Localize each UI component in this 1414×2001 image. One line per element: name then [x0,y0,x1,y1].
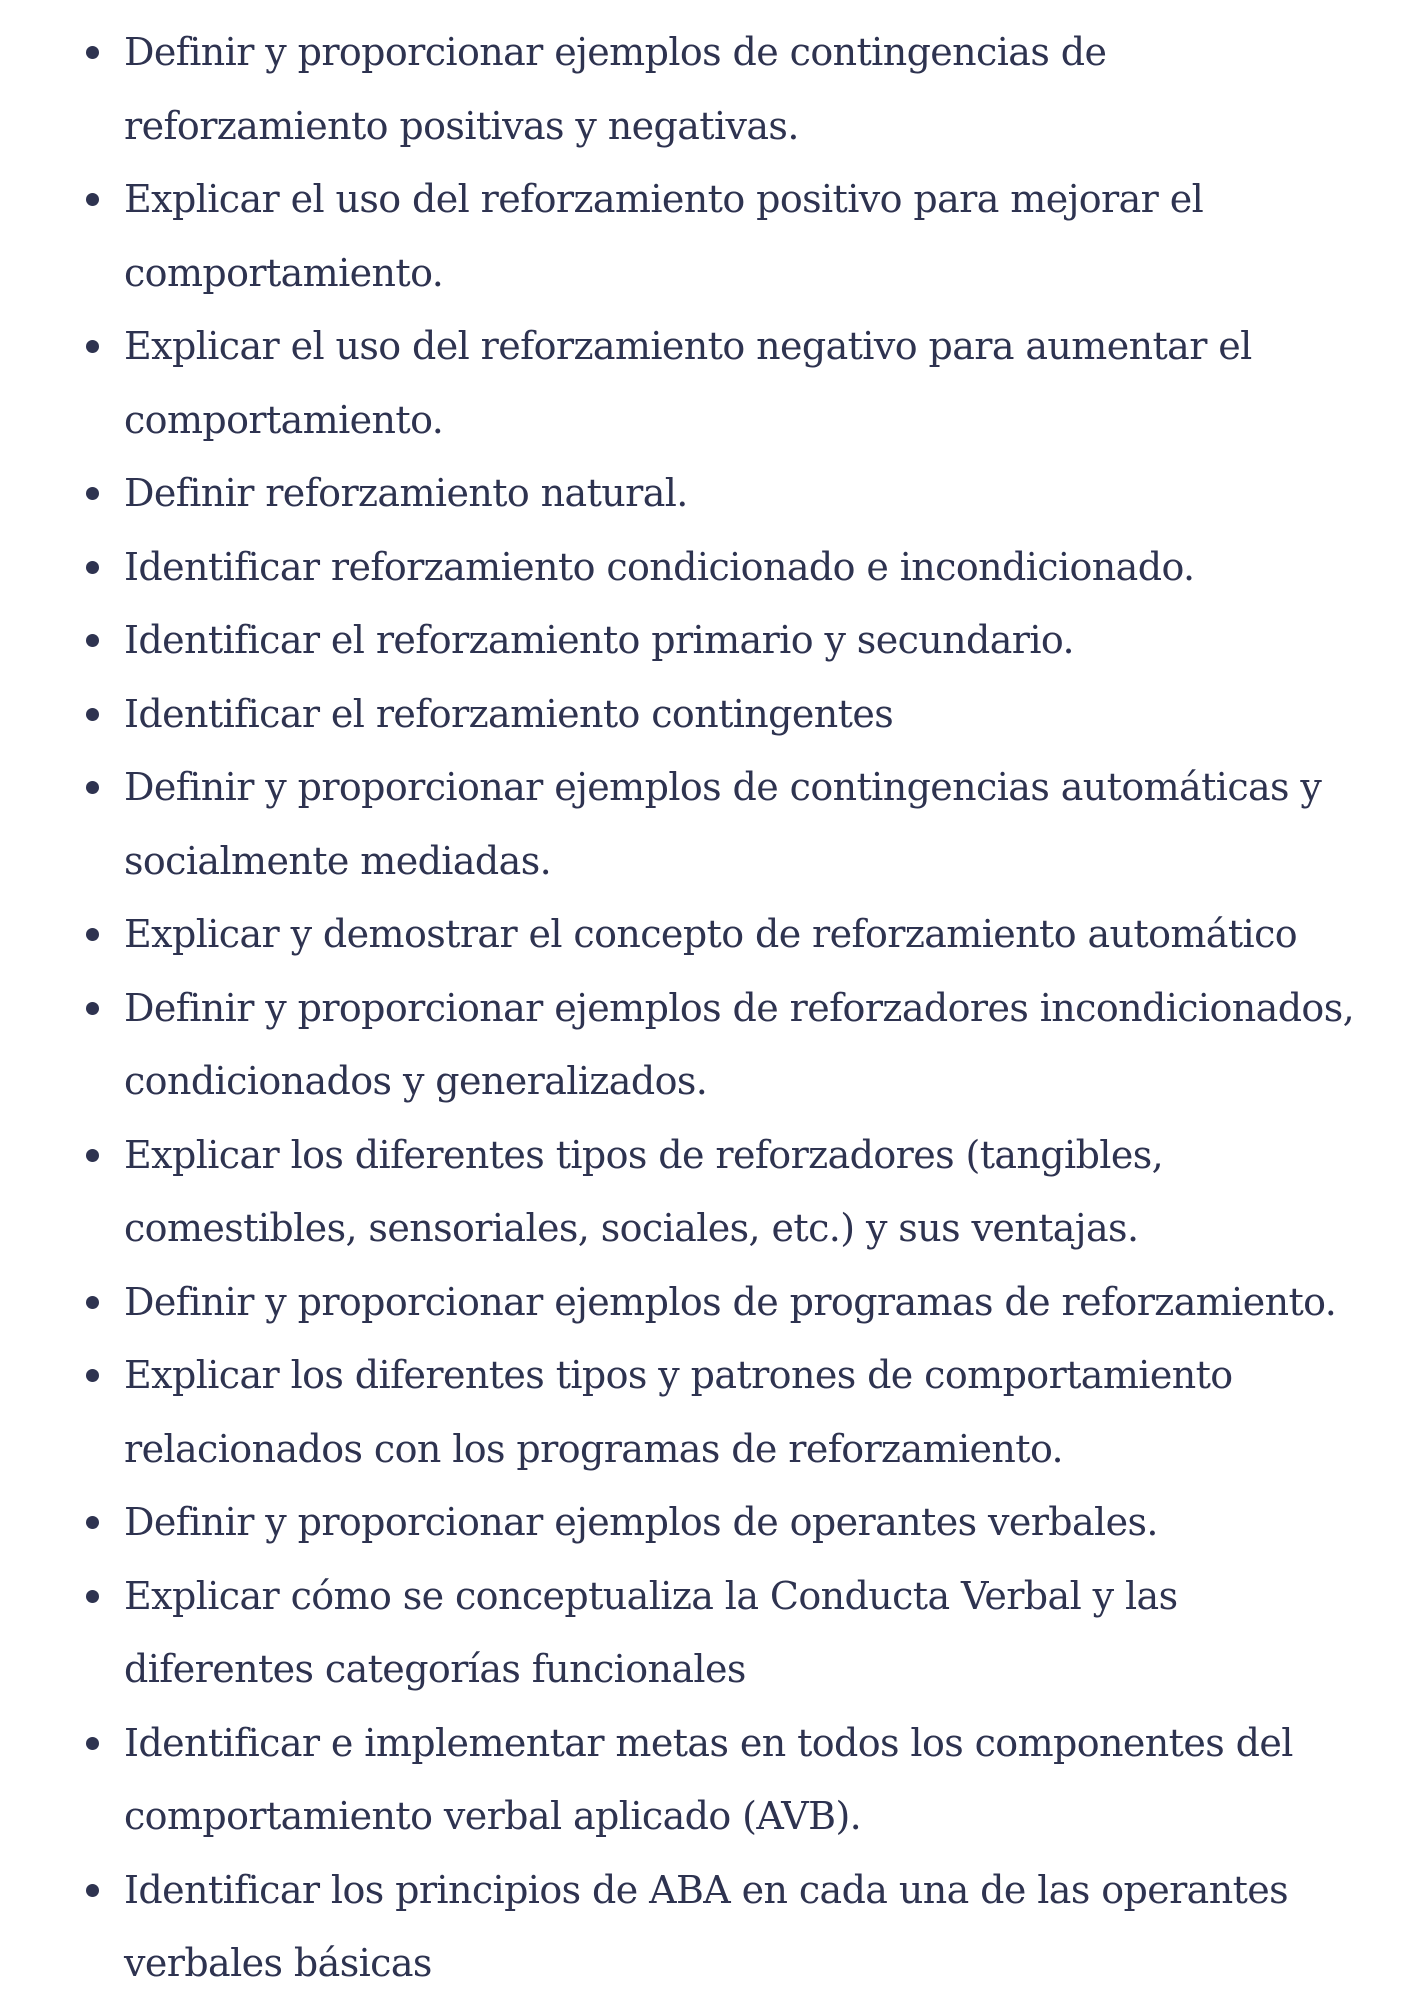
bullet-icon [86,928,99,941]
list-item-text: Definir y proporcionar ejemplos de programas de reforzamiento. [124,1279,1337,1324]
document-content [0,16,1414,2001]
list-item-text: Identificar el reforzamiento primario y secundario. [124,618,1075,662]
list-item [0,163,1414,310]
bullet-icon [86,193,99,206]
list-item [0,751,1414,898]
bullet-icon [86,1149,99,1162]
bullet-icon [86,634,99,647]
list-item-text: Identificar reforzamiento condicionado e incondicionado. [124,544,1195,589]
list-item-text: Definir y proporcionar ejemplos de reforzadores incondicionados, condicionados y generalizados. [124,985,1355,1103]
bullet-icon [86,1737,99,1750]
bullet-icon [86,1590,99,1603]
list-item [0,1560,1414,1707]
list-item-text: Explicar los diferentes tipos y patrones de comportamiento relacionados con los programas de reforzamiento. [124,1353,1233,1471]
bullet-icon [86,340,99,353]
list-item [0,898,1414,972]
bullet-icon [86,46,99,59]
list-item-text: Definir y proporcionar ejemplos de contingencias de reforzamiento positivas y negativas. [124,30,1107,148]
list-item-text: Definir y proporcionar ejemplos de contingencias automáticas y socialmente mediadas. [124,765,1322,883]
bullet-icon [86,708,99,721]
list-item [0,1119,1414,1266]
list-item [0,678,1414,752]
list-item-text: Explicar los diferentes tipos de reforzadores (tangibles, comestibles, sensoriales, sociales, etc.) y sus ventajas. [124,1132,1164,1250]
list-item-text: Explicar y demostrar el concepto de reforzamiento automático [124,912,1298,956]
list-item [0,16,1414,163]
list-item-text: Identificar los principios de ABA en cada una de las operantes verbales básicas [124,1867,1289,1985]
list-item [0,1854,1414,2001]
list-item-text: Identificar el reforzamiento contingentes [124,691,894,736]
list-item [0,1486,1414,1560]
list-item [0,1707,1414,1854]
bullet-icon [86,781,99,794]
bullet-icon [86,1002,99,1015]
list-item-text: Definir reforzamiento natural. [124,471,688,515]
bullet-icon [86,1369,99,1382]
list-item-text: Identificar e implementar metas en todos los componentes del comportamiento verbal aplicado (AVB). [124,1720,1293,1838]
bullet-icon [86,561,99,574]
list-item [0,604,1414,678]
list-item [0,1266,1414,1340]
list-item-text: Explicar cómo se conceptualiza la Conducta Verbal y las diferentes categorías funcionales [124,1573,1178,1691]
list-item [0,457,1414,531]
list-item-text: Definir y proporcionar ejemplos de operantes verbales. [124,1500,1158,1544]
objectives-list [0,16,1414,2001]
list-item [0,531,1414,605]
list-item-text: Explicar el uso del reforzamiento positivo para mejorar el comportamiento. [124,177,1204,295]
list-item-text: Explicar el uso del reforzamiento negativo para aumentar el comportamiento. [124,324,1252,442]
bullet-icon [86,487,99,500]
list-item [0,972,1414,1119]
bullet-icon [86,1516,99,1529]
list-item [0,310,1414,457]
bullet-icon [86,1296,99,1309]
list-item [0,1339,1414,1486]
bullet-icon [86,1884,99,1897]
